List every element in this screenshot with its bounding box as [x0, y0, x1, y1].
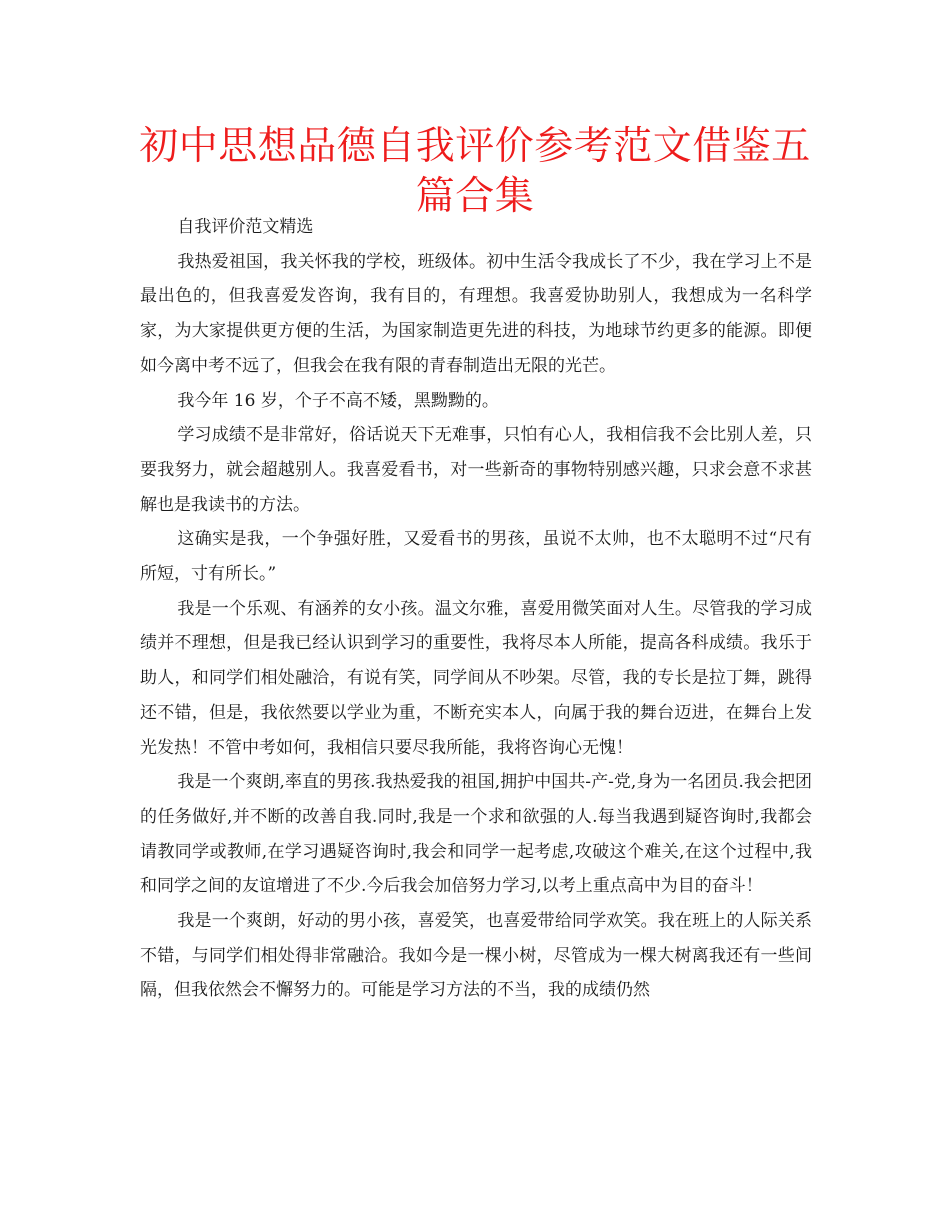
paragraph: 学习成绩不是非常好，俗话说天下无难事，只怕有心人，我相信我不会比别人差，只要我努力，就会超越别人。我喜爱看书，对一些新奇的事物特别感兴趣，只求会意不求甚解也是我读书的方法。 [140, 425, 812, 515]
paragraph: 这确实是我，一个争强好胜，又爱看书的男孩，虽说不太帅，也不太聪明不过“尺有所短，寸有所长。” [140, 529, 812, 585]
paragraph: 我是一个爽朗,率直的男孩.我热爱我的祖国,拥护中国共-产-党,身为一名团员.我会把团的任务做好,并不断的改善自我.同时,我是一个求和欲强的人.每当我遇到疑咨询时,我都会请教同学或教师,在学习遇疑咨询时,我会和同学一起考虑,攻破这个难关,在这个过程中,我和同学之间的友谊增进了不少.今后我会加倍努力学习,以考上重点高中为目的奋斗！ [140, 772, 812, 897]
document-body [140, 210, 812, 1008]
section-heading: 自我评价范文精选 [177, 217, 314, 237]
paragraph: 我热爱祖国，我关怀我的学校，班级体。初中生活令我成长了不少，我在学习上不是最出色的，但我喜爱发咨询，我有目的，有理想。我喜爱协助别人，我想成为一名科学家，为大家提供更方便的生活，为国家制造更先进的科技，为地球节约更多的能源。即便如今离中考不远了，但我会在我有限的青春制造出无限的光芒。 [140, 251, 812, 376]
page-title: 初中思想品德自我评价参考范文借鉴五篇合集 [139, 124, 811, 219]
paragraph: 我是一个爽朗，好动的男小孩，喜爱笑，也喜爱带给同学欢笑。我在班上的人际关系不错，与同学们相处得非常融洽。我如今是一棵小树，尽管成为一棵大树离我还有一些间隔，但我依然会不懈努力的。可能是学习方法的不当，我的成绩仍然 [140, 911, 812, 1001]
paragraph: 我是一个乐观、有涵养的女小孩。温文尔雅，喜爱用微笑面对人生。尽管我的学习成绩并不理想，但是我已经认识到学习的重要性，我将尽本人所能，提高各科成绩。我乐于助人，和同学们相处融洽，有说有笑，同学间从不吵架。尽管，我的专长是拉丁舞，跳得还不错，但是，我依然要以学业为重，不断充实本人，向属于我的舞台迈进，在舞台上发光发热！不管中考如何，我相信只要尽我所能，我将咨询心无愧！ [140, 598, 812, 758]
paragraph: 我今年 16 岁，个子不高不矮，黑黝黝的。 [177, 390, 499, 411]
